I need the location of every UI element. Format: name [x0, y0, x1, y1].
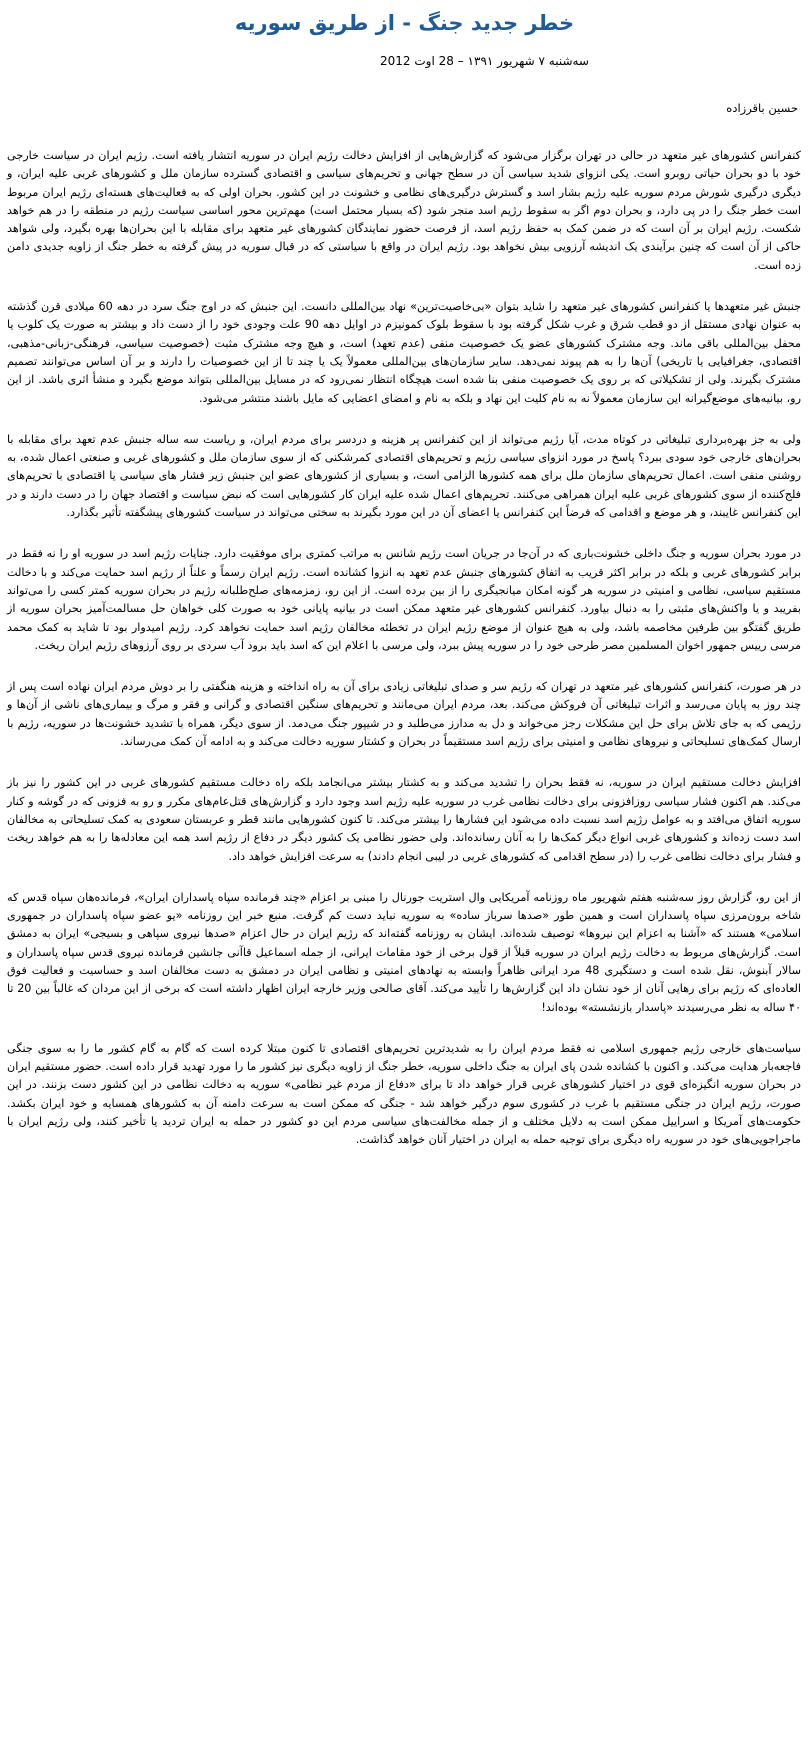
paragraph: ولی به جز بهره‌برداری تبلیغاتی در کوتاه مدت، آیا رژیم می‌تواند از این کنفرانس پر هزینه و دردسر برای مردم ایران، و ریاست سه ساله جنبش عدم تعهد برای مقابله با بحران‌های خارجی خود سودی ببرد؟ پاسخ در مورد انزوای سیاسی رژیم و تحریم‌های اقتصادی کمرشکنی که از سوی سازمان ملل و کشورهای غربی و صنعتی اعمال شده، به روشنی منفی است. اعمال تحریم‌های سازمان ملل برای همه کشورها الزامی است، و بسیاری از کشورهای عضو این جنبش زیر فشار های سیاسی یا اقتصادی با تحریم‌های فلج‌کننده از سوی کشورهای غربی علیه ایران همراهی می‌کنند. تحریم‌های اعمال شده علیه ایران کار کشورهایی است که نبض سیاست و اقتصاد جهان را در دست دارند و در این کنفرانس غایبند، و هر موضع و اقدامی که فرضاً این کنفرانس یا اعضای آن در این مورد بگیرند به سختی می‌تواند در سیاست کشورهای پیشگفته تأثیر بگذارد. — [7, 432, 801, 520]
paragraph: افزایش دخالت مستقیم ایران در سوریه، نه فقط بحران را تشدید می‌کند و به کشتار بیشتر می‌انجامد بلکه راه دخالت مستقیم کشورهای غربی در این کشور را نیز باز می‌کند. هم اکنون فشار سیاسی روزافزونی برای دخالت نظامی غرب در سوریه علیه رژیم اسد وجود دارد و گزارش‌های قتل‌عام‌های مکرر و رو به فزونی که در گوشه و کنار سوریه اتفاق می‌افتد و به عوامل رژیم اسد نسبت داده می‌شود این فشارها را بیشتر می‌کند. تا کنون کشورهایی مانند قطر و عربستان سعودی به کمک تسلیحاتی به مخالفان اسد دست زده‌اند و کشورهای غربی انواع دیگر کمک‌ها را به آنان رسانده‌اند. ولی حضور نظامی یک کشور دیگر در دفاع از رژیم اسد همه این معادله‌ها را به هم خواهد ریخت و فشار برای دخالت نظامی غرب را (در سطح اقدامی که کشورهای غربی در لیبی انجام دادند) به سرعت افزایش خواهد داد. — [7, 776, 801, 863]
paragraph: کنفرانس کشورهای غیر متعهد در حالی در تهران برگزار می‌شود که گزارش‌هایی از افزایش دخالت رژیم ایران در سوریه انتشار یافته است. رژیم ایران در سیاست خارجی خود با دو بحران حیاتی روبرو است. یکی انزوای شدید سیاسی آن در سطح جهانی و تحریم‌های سیاسی و اقتصادی گسترده سازمان ملل و کشورهای غربی علیه ایران، و دیگری درگیری شورش مردم سوریه علیه رژیم بشار اسد و گسترش درگیری‌های نظامی و خشونت در این کشور. بحران اولی که به فعالیت‌های هسته‌ای رژیم ایران مربوط است خطر جنگ را در پی دارد، و بحران دوم اگر به سقوط رژیم اسد منجر شود (که بسیار محتمل است) مهم‌ترین محور اساسی سیاست رژیم در منطقه را در هم خواهد شکست. رژیم ایران بر آن است که در ضمن کمک به حفظ رژیم اسد، از فرصت حضور نمایندگان کشورهای غیر متعهد برای مقابله با این بحران‌ها بهره بگیرد، ولی شواهد حاکی از آن است که چنین برآیندی یک اندیشه آرزویی بیش نخواهد بود. رژیم ایران در واقع با سیاستی که در قبال سوریه در پیش گرفته به خطر جنگ از زاویه جدیدی دامن زده است. — [7, 149, 801, 272]
paragraph: جنبش غیر متعهدها یا کنفرانس کشورهای غیر متعهد را شاید بتوان «بی‌خاصیت‌ترین» نهاد بین‌المللی دانست. این جنبش که در اوج جنگ سرد در دهه 60 میلادی قرن گذشته به عنوان نهادی مستقل از دو قطب شرق و غرب شکل گرفته بود با سقوط بلوک کمونیزم در اوایل دهه 90 علت وجودی خود را از دست داد و بیشتر به صورت یک کلوب یا محفل بین‌المللی باقی ماند. وجه مشترک کشورهای عضو یک خصوصیت منفی (عدم تعهد) است، و هیچ وجه مشترک مثبت (خصوصیت سیاسی، فرهنگی-زبانی-مذهبی، اقتصادی، جغرافیایی یا تاریخی) آن‌ها را به هم پیوند نمی‌دهد. سایر سازمان‌های بین‌المللی معمولاً یک یا چند تا از این خصوصیات را دارند و بر آن اساس می‌توانند تصمیم مشترک بگیرند. ولی از تشکیلاتی که بر روی یک خصوصیت منفی بنا شده است هیچگاه انتظار نمی‌رود که در مسایل بین‌المللی بتواند موضع بگیرد و منشأ اثری باشد. از این رو، بیانیه‌های موضع‌گیرانه این سازمان معمولاً نه به نام کلیت این نهاد و بلکه به نام و امضای اعضایی که مایل باشند منتشر می‌شود. — [7, 300, 801, 405]
paragraph: از این رو، گزارش روز سه‌شنبه هفتم شهریور ماه روزنامه آمریکایی وال استریت جورنال را مبنی بر اعزام «چند فرمانده سپاه پاسداران ایران»، فرمانده‌هان سپاه قدس که شاخه برون‌مرزی سپاه پاسداران است و همین طور «صدها سرباز ساده» به سوریه نباید دست کم گرفت. منبع خبر این روزنامه «یو عضو سپاه پاسداران در جمهوری اسلامی» هستند که «آشنا به اعزام این نیروها» توصیف شده‌اند. ایشان به روزنامه گفته‌اند که رژیم ایران در حال اعزام «صدها نیروی سپاهی و بسیجی» ایران به دمشق است. گزارش‌های مربوط به دخالت رژیم ایران در سوریه قبلاً از قول برخی از خود مقامات ایرانی، از جمله اسماعیل قاآنی جانشین فرمانده نیروی قدس سپاه پاسداران و سالار آبنوش، نقل شده است و دستگیری 48 مرد ایرانی ظاهراً وابسته به نهادهای امنیتی و نظامی ایران در دمشق به دست مخالفان اسد و حساسیت و فعالیت فوق العاده‌ای که رژیم برای رهایی آنان از خود نشان داد این گزارش‌ها را تأیید می‌کند. آقای صالحی وزیر خارجه ایران اظهار داشته است که برخی از این مردان که غالباً بین 20 تا ۴۰ ساله به نظر می‌رسیدند «پاسدار بازنشسته» بوده‌اند! — [7, 890, 801, 1014]
paragraph: در هر صورت، کنفرانس کشورهای غیر متعهد در تهران که رژیم سر و صدای تبلیغاتی زیادی برای آن به راه انداخته و هزینه هنگفتی را بر دوش مردم ایران نهاده است پس از چند روز به پایان می‌رسد و اثرات تبلیغاتی آن فروکش می‌کند. بعد، مردم ایران می‌مانند و تحریم‌های سنگین اقتصادی و گرانی و فقر و مرگ و بیماری‌های ناشی از آن‌ها و رژیمی که به جای تلاش برای حل این مشکلات رجز می‌خواند و دل به مدارز می‌طلبد و در شیپور جنگ می‌دمد. از سوی دیگر، همراه با تشدید خشونت‌ها در سوریه، رژیم با ارسال کمک‌های تسلیحاتی و نیروهای نظامی و امنیتی برای رژیم اسد مستقیماً در بحران و کشتار سوریه دخالت می‌کند و به ادامه آن کمک می‌رساند. — [7, 680, 801, 749]
article-title: خطر جدید جنگ - از طریق سوریه — [234, 11, 575, 35]
paragraph: سیاست‌های خارجی رژیم جمهوری اسلامی نه فقط مردم ایران را به شدیدترین تحریم‌های اقتصادی تا کنون مبتلا کرده است که گام به گام کشور ما را به سوی جنگی فاجعه‌بار هدایت می‌کند. و اکنون با کشانده شدن پای ایران به جنگ داخلی سوریه، خطر جنگ از زاویه دیگری نیز کشور ما را مورد تهدید قرار داده است. حضور مستقیم ایران در بحران سوریه انگیزه‌ای قوی در اختیار کشورهای غربی قرار خواهد داد تا برای «دفاع از مردم غیر نظامی» سوریه به دخالت نظامی در این کشور دست بزنند. در این صورت، رژیم ایران در جنگی مستقیم با غرب در کشوری سوم درگیر خواهد شد - جنگی که ممکن است به سرعت دامنه آن به کشورهای همسایه و خود ایران بکشد. حکومت‌های آمریکا و اسراییل ممکن است به دلایل مختلف و از جمله مخالفت‌های سیاسی مردم این دو کشور در حمله به ایران تردید یا تأخیر کنند، ولی رژیم ایران با ماجراجویی‌های خود در سوریه راه دیگری برای توجیه حمله به ایران در اختیار آنان خواهد گذاشت. — [7, 1041, 801, 1147]
paragraph: در مورد بحران سوریه و جنگ داخلی خشونت‌باری که در آن‌جا در جریان است رژیم شانس به مراتب کمتری برای موفقیت دارد. جنایات رژیم اسد در سوریه او را نه فقط در برابر کشورهای غربی و بلکه در برابر اکثر قریب به اتفاق کشورهای جنبش عدم تعهد به انزوا کشانده است. رژیم ایران رسماً و علناً از رژیم اسد حمایت می‌کند و با دخالت مستقیم سیاسی، نظامی و امنیتی در سوریه هر گونه امکان میانجیگری را از بین برده است. از این رو، زمزمه‌های صلح‌طلبانه رژیم در بحران سوریه کمتر کسی را می‌تواند بفریبد و یا واکنش‌های مثبتی را به دنبال بیاورد. کنفرانس کشورهای غیر متعهد ممکن است در بیانیه پایانی خود به صورت کلی خواهان حل مسالمت‌آمیز بحران سوریه از طریق گفتگو بین طرفین مخاصمه باشد، ولی به هیچ عنوان از موضع رژیم ایران در تخطئه مخالفان رژیم اسد حمایت نخواهد کرد. رژیم امیدوار بود تا شاید به کمک محمد مرسی رییس جمهور اخوان المسلمین مصر طرحی خود را در سوریه پیش ببرد، ولی مرسی با اعلام این که اسد باید برود آب سردی بر روی آرزوهای رژیم ایران ریخت. — [7, 547, 801, 652]
article-body — [7, 147, 801, 1173]
article-date: سه‌شنبه ۷ شهریور ۱۳۹۱ – 28 اوت 2012 — [380, 54, 589, 68]
article-author: حسین باقرزاده — [726, 101, 798, 115]
